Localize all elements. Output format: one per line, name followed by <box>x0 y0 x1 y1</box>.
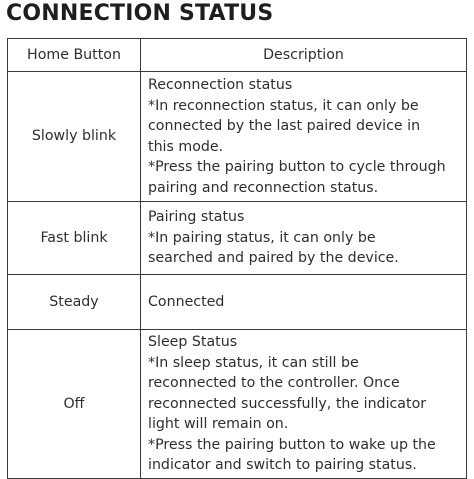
status-description <box>141 72 467 202</box>
description-line: *In reconnection status, it can only be <box>148 97 419 114</box>
description-line: indicator and switch to pairing status. <box>148 457 417 473</box>
description-line: light will remain on. <box>148 416 289 432</box>
status-description <box>141 330 467 479</box>
status-description <box>141 202 467 275</box>
description-line: Sleep Status <box>148 334 238 350</box>
connection-status-table <box>7 38 467 479</box>
description-line: reconnected successfully, the indicator <box>148 395 427 412</box>
status-description <box>141 275 467 330</box>
description-line: pairing and reconnection status. <box>148 179 379 196</box>
description-line: *Press the pairing button to cycle through <box>148 159 446 175</box>
home-button-state: Off <box>8 330 141 479</box>
description-line: Reconnection status <box>148 77 293 93</box>
description-line: Connected <box>148 293 225 310</box>
page-title: CONNECTION STATUS <box>6 1 274 26</box>
home-button-state: Fast blink <box>8 202 141 275</box>
table-row <box>8 275 467 330</box>
description-line: *In sleep status, it can still be <box>148 354 359 371</box>
description-line: reconnected to the controller. Once <box>148 375 400 391</box>
table-row <box>8 72 467 202</box>
table-row <box>8 202 467 275</box>
description-line: searched and paired by the device. <box>148 250 399 267</box>
description-line: *Press the pairing button to wake up the <box>148 436 436 453</box>
description-line: Pairing status <box>148 209 245 226</box>
description-line: this mode. <box>148 138 224 155</box>
description-line: *In pairing status, it can only be <box>148 229 376 246</box>
description-line: connected by the last paired device in <box>148 118 421 134</box>
header-home-button: Home Button <box>8 39 141 72</box>
header-description: Description <box>141 39 467 72</box>
table-row <box>8 330 467 479</box>
table-header-row <box>8 39 467 72</box>
home-button-state: Steady <box>8 275 141 330</box>
home-button-state: Slowly blink <box>8 72 141 202</box>
